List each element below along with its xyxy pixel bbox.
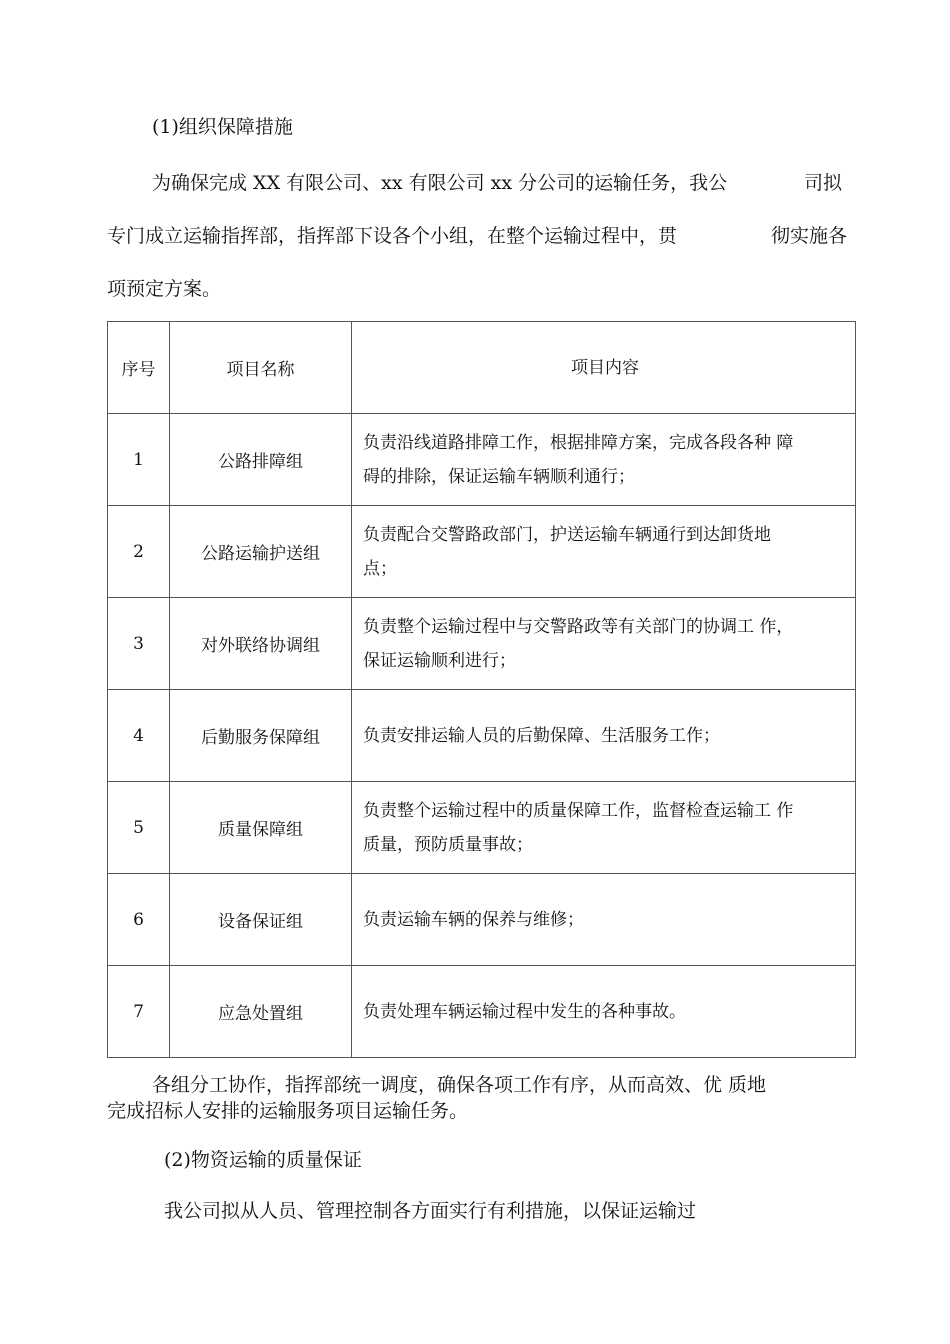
row-item-name: 公路运输护送组 [170, 506, 352, 598]
header-item-content: 项目内容 [352, 322, 856, 414]
row-item-name: 对外联络协调组 [170, 598, 352, 690]
row-number: 6 [108, 874, 170, 966]
row-item-content [352, 598, 856, 690]
intro-line-1-part-a: 为确保完成 XX 有限公司、xx 有限公司 xx 分公司的运输任务，我公 [152, 172, 728, 194]
row-item-content [352, 506, 856, 598]
intro-paragraph-line-2 [107, 221, 847, 248]
row-item-content [352, 966, 856, 1058]
section-heading-quality: (2)物资运输的质量保证 [164, 1149, 362, 1171]
header-item-name: 项目名称 [170, 322, 352, 414]
row-content-line: 负责处理车辆运输过程中发生的各种事故。 [363, 1001, 686, 1022]
table-row [108, 874, 856, 966]
closing-paragraph-line-2: 完成招标人安排的运输服务项目运输任务。 [107, 1100, 469, 1122]
row-number: 2 [108, 506, 170, 598]
team-table [107, 321, 856, 1058]
closing-paragraph-line-1: 各组分工协作，指挥部统一调度，确保各项工作有序，从而高效、优 质地 [152, 1074, 767, 1096]
row-content-line: 负责沿线道路排障工作，根据排障方案，完成各段各种 障 [363, 432, 794, 453]
quality-paragraph: 我公司拟从人员、管理控制各方面实行有利措施，以保证运输过 [164, 1200, 697, 1222]
table-body [108, 414, 856, 1058]
header-number: 序号 [108, 322, 170, 414]
row-item-name: 后勤服务保障组 [170, 690, 352, 782]
row-number: 4 [108, 690, 170, 782]
table-row [108, 506, 856, 598]
row-content-line: 负责配合交警路政部门，护送运输车辆通行到达卸货地 [363, 524, 771, 545]
row-number: 1 [108, 414, 170, 506]
intro-line-2-part-b: 彻实施各 [770, 225, 847, 247]
intro-line-2-part-a: 专门成立运输指挥部，指挥部下设各个小组，在整个运输过程中，贯 [107, 225, 678, 247]
row-content-line: 保证运输顺利进行； [363, 650, 516, 671]
row-content-line: 负责安排运输人员的后勤保障、生活服务工作； [363, 725, 720, 746]
row-item-content [352, 874, 856, 966]
row-content-line: 碍的排除，保证运输车辆顺利通行； [363, 466, 635, 487]
intro-paragraph-line-3: 项预定方案。 [107, 278, 222, 300]
table-header-row [108, 322, 856, 414]
row-item-content [352, 414, 856, 506]
table-row [108, 414, 856, 506]
row-content-line: 质量，预防质量事故； [363, 834, 533, 855]
row-item-name: 应急处置组 [170, 966, 352, 1058]
row-item-content [352, 690, 856, 782]
row-number: 5 [108, 782, 170, 874]
table-row [108, 782, 856, 874]
intro-paragraph-line-1 [152, 168, 842, 195]
row-item-content [352, 782, 856, 874]
table-row [108, 690, 856, 782]
row-item-name: 设备保证组 [170, 874, 352, 966]
row-item-name: 公路排障组 [170, 414, 352, 506]
row-content-line: 负责整个运输过程中的质量保障工作，监督检查运输工 作 [363, 800, 794, 821]
table-row [108, 966, 856, 1058]
intro-line-1-part-b: 司拟 [803, 172, 842, 194]
row-item-name: 质量保障组 [170, 782, 352, 874]
table-row [108, 598, 856, 690]
row-content-line: 负责整个运输过程中与交警路政等有关部门的协调工 作， [363, 616, 794, 637]
row-number: 7 [108, 966, 170, 1058]
row-number: 3 [108, 598, 170, 690]
row-content-line: 点； [363, 558, 397, 579]
row-content-line: 负责运输车辆的保养与维修； [363, 909, 584, 930]
section-heading-organization: (1)组织保障措施 [152, 116, 293, 138]
